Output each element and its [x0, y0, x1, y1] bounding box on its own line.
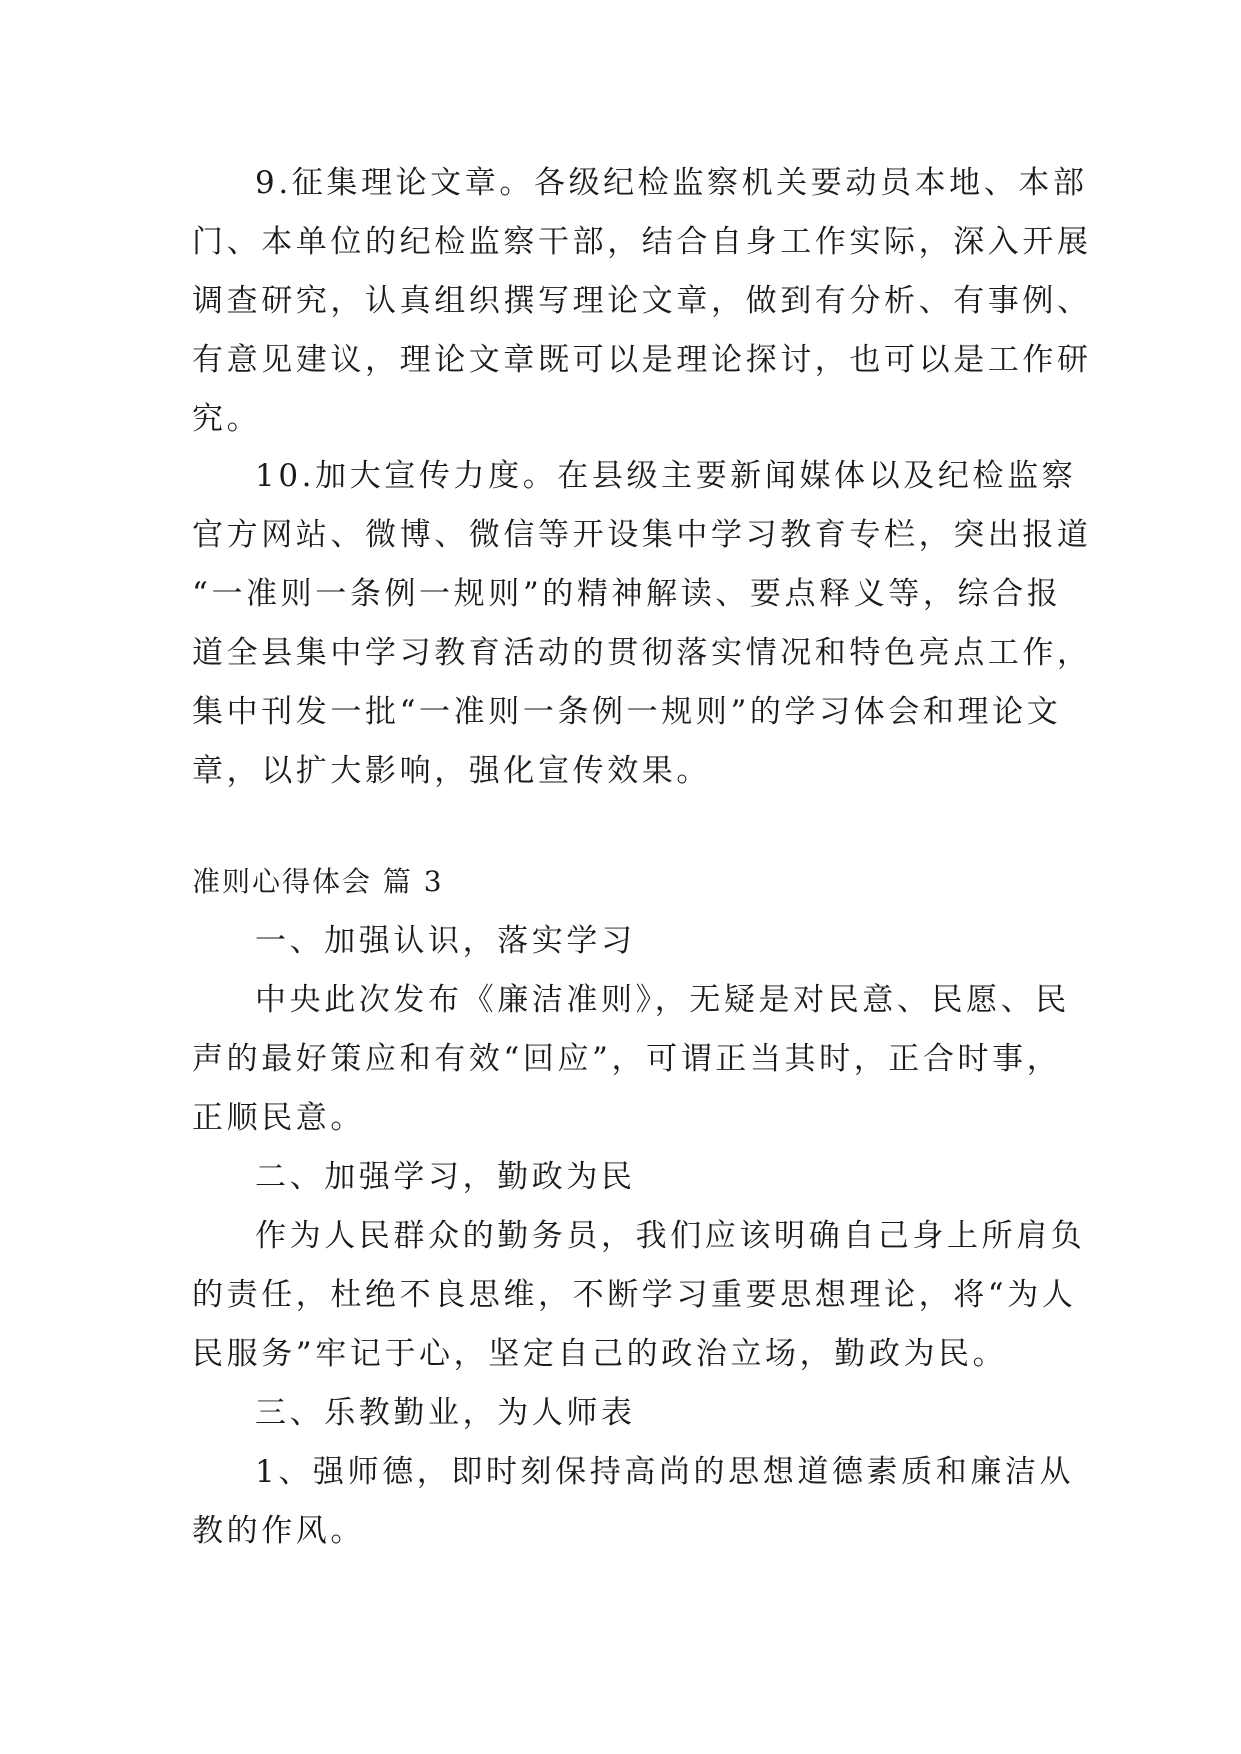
heading-1: 一、加强认识，落实学习: [255, 923, 636, 959]
paragraph-2-line-1: 作为人民群众的勤务员，我们应该明确自己身上所肩负: [255, 1218, 1086, 1254]
paragraph-10-line-1: 10.加大宣传力度。在县级主要新闻媒体以及纪检监察: [255, 458, 1077, 494]
paragraph-9-line-3: 调查研究，认真组织撰写理论文章，做到有分析、有事例、: [192, 283, 1092, 319]
paragraph-9-line-5: 究。: [192, 401, 262, 437]
paragraph-1-line-2: 声的最好策应和有效“回应”，可谓正当其时，正合时事，: [192, 1041, 1062, 1077]
section-title: 准则心得体会 篇 3: [192, 865, 444, 898]
paragraph-10-line-6: 章，以扩大影响，强化宣传效果。: [192, 753, 711, 789]
paragraph-2-line-2: 的责任，杜绝不良思维，不断学习重要思想理论，将“为人: [192, 1277, 1077, 1313]
paragraph-3-line-1: 1、强师德，即时刻保持高尚的思想道德素质和廉洁从: [255, 1454, 1075, 1490]
paragraph-9-line-2: 门、本单位的纪检监察干部，结合自身工作实际，深入开展: [192, 224, 1092, 260]
heading-3: 三、乐教勤业，为人师表: [255, 1395, 636, 1431]
paragraph-10-line-5: 集中刊发一批“一准则一条例一规则”的学习体会和理论文: [192, 694, 1062, 730]
paragraph-1-line-3: 正顺民意。: [192, 1100, 365, 1136]
paragraph-2-line-3: 民服务”牢记于心，坚定自己的政治立场，勤政为民。: [192, 1336, 1008, 1372]
paragraph-3-line-2: 教的作风。: [192, 1513, 365, 1549]
paragraph-9-line-4: 有意见建议，理论文章既可以是理论探讨，也可以是工作研: [192, 342, 1092, 378]
paragraph-1-line-1: 中央此次发布《廉洁准则》，无疑是对民意、民愿、民: [255, 982, 1070, 1018]
paragraph-10-line-4: 道全县集中学习教育活动的贯彻落实情况和特色亮点工作，: [192, 635, 1092, 671]
paragraph-10-line-2: 官方网站、微博、微信等开设集中学习教育专栏，突出报道: [192, 517, 1092, 553]
heading-2: 二、加强学习，勤政为民: [255, 1159, 636, 1195]
paragraph-9-line-1: 9.征集理论文章。各级纪检监察机关要动员本地、本部: [255, 165, 1088, 201]
paragraph-10-line-3: “一准则一条例一规则”的精神解读、要点释义等，综合报: [192, 576, 1062, 612]
